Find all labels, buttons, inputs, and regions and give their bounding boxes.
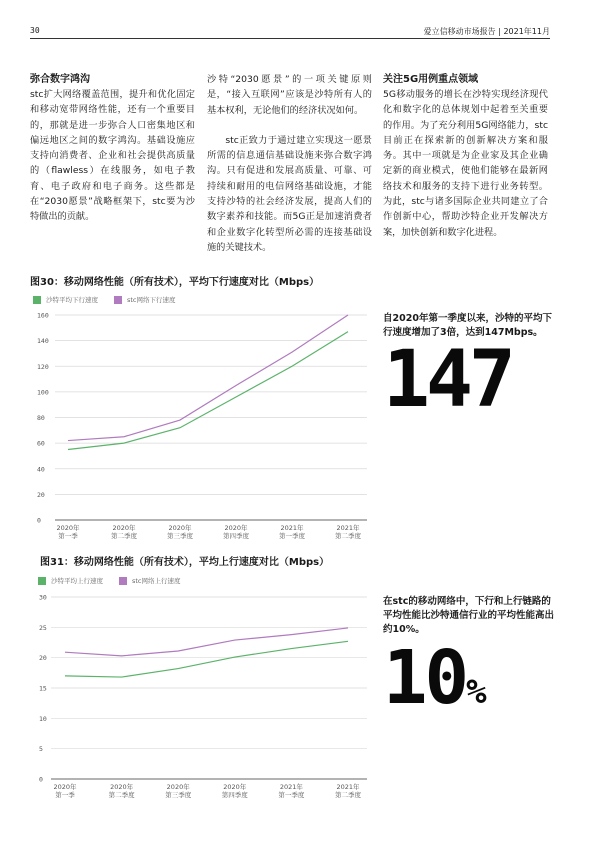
paragraph: stc扩大网络覆盖范围，提升和优化固定和移动宽带网络性能，还有一个重要目的，那就是进一步弥合人口密集地区和偏远地区之间的数字鸿沟。基础设施应支持向消费者、企业和社会提供高质量的（flawless）在线服务，如电子教育、电子政府和电子商务。这些都是在“2030愿景”战略框架下，stc要为沙特做出的贡献。 <box>30 89 195 223</box>
svg-text:0: 0 <box>37 516 41 525</box>
svg-text:第二季度: 第二季度 <box>335 532 361 540</box>
legend-item-saudi: 沙特平均上行速度 <box>38 576 103 585</box>
svg-text:20: 20 <box>39 654 47 663</box>
svg-text:2020年: 2020年 <box>223 783 247 791</box>
svg-text:第一季度: 第一季度 <box>279 532 305 540</box>
svg-text:2020年: 2020年 <box>56 524 80 532</box>
text-column-1 <box>30 72 195 225</box>
svg-text:2020年: 2020年 <box>224 524 248 532</box>
svg-text:2020年: 2020年 <box>166 783 190 791</box>
svg-text:第二季度: 第二季度 <box>335 791 361 799</box>
big-number-10-percent: 10% <box>383 635 487 721</box>
legend-item-saudi: 沙特平均下行速度 <box>33 295 98 304</box>
svg-text:5: 5 <box>39 745 43 754</box>
paragraph: stc正致力于通过建立实现这一愿景所需的信息通信基础设施来弥合数字鸿沟。只有促进和发展高质量、可靠、可持续和耐用的电信网络基础设施，才能支持沙特的社会经济发展，提高人们的数字素养和技能。而5G正是加速消费者和企业数字化转型所必需的连接基础设施的关键技术。 <box>207 134 372 253</box>
svg-text:第一季: 第一季 <box>58 532 78 540</box>
svg-text:15: 15 <box>39 684 47 693</box>
text-column-2 <box>207 72 372 255</box>
percent-sign: % <box>466 672 487 712</box>
svg-text:第一季度: 第一季度 <box>278 791 305 799</box>
svg-text:120: 120 <box>37 362 49 371</box>
svg-text:30: 30 <box>39 593 47 602</box>
figure-30-chart <box>25 305 370 545</box>
figure-31-chart <box>25 588 370 808</box>
paragraph: 5G移动服务的增长在沙特实现经济现代化和数字化的总体规划中起着至关重要的作用。为了充分利用5G网络能力，stc目前正在探索新的创新解决方案和服务。其中一项就是为企业家及其企业确定新的商业模式，使他们能够在最新网络技术和服务的支持下进行业务转型。为此，stc与诸多国际企业共同建立了合作创新中心，帮助沙特企业开发解决方案，加快创新和数字化进程。 <box>383 89 548 238</box>
svg-text:第二季度: 第二季度 <box>108 791 135 799</box>
legend-item-stc: stc网络上行速度 <box>119 576 181 585</box>
svg-text:2021年: 2021年 <box>280 524 304 532</box>
legend-swatch-purple <box>114 296 122 304</box>
svg-text:140: 140 <box>37 337 49 346</box>
figure-31-callout: 在stc的移动网络中，下行和上行链路的平均性能比沙特通信行业的平均性能高出约10%。 <box>383 596 555 635</box>
section-heading: 弥合数字鸿沟 <box>30 74 90 85</box>
legend-item-stc: stc网络下行速度 <box>114 295 176 304</box>
svg-text:2020年: 2020年 <box>110 783 134 791</box>
svg-text:第四季度: 第四季度 <box>223 532 249 540</box>
svg-text:20: 20 <box>37 490 45 499</box>
svg-text:10: 10 <box>39 714 47 723</box>
svg-text:40: 40 <box>37 465 45 474</box>
svg-text:2021年: 2021年 <box>336 524 360 532</box>
svg-text:160: 160 <box>37 311 49 320</box>
svg-text:2020年: 2020年 <box>112 524 136 532</box>
svg-text:第四季度: 第四季度 <box>221 791 248 799</box>
page-header <box>30 22 550 39</box>
svg-text:2020年: 2020年 <box>168 524 192 532</box>
big-number-147: 147 <box>383 335 512 425</box>
svg-text:100: 100 <box>37 388 49 397</box>
section-heading: 关注5G用例重点领域 <box>383 74 479 85</box>
figure-31-legend <box>38 576 181 585</box>
svg-text:第一季: 第一季 <box>55 791 75 799</box>
svg-text:60: 60 <box>37 439 45 448</box>
svg-text:80: 80 <box>37 414 45 422</box>
legend-swatch-purple <box>119 577 127 585</box>
paragraph: 沙特“2030愿景”的一项关键原则是，“接入互联网”应该是沙特所有人的基本权利，无论他们的经济状况如何。 <box>207 74 372 116</box>
svg-text:第三季度: 第三季度 <box>165 791 192 799</box>
svg-text:第三季度: 第三季度 <box>167 532 193 540</box>
report-title: 爱立信移动市场报告 | 2021年11月 <box>423 27 550 36</box>
svg-text:第二季度: 第二季度 <box>111 532 137 540</box>
page-number: 30 <box>30 26 40 35</box>
svg-text:2021年: 2021年 <box>279 783 303 791</box>
svg-text:25: 25 <box>39 623 47 632</box>
svg-text:2020年: 2020年 <box>53 783 77 791</box>
svg-text:0: 0 <box>39 775 43 784</box>
figure-30-title: 图30：移动网络性能（所有技术），平均下行速度对比（Mbps） <box>30 277 320 288</box>
figure-30-callout: 自2020年第一季度以来，沙特的平均下行速度增加了3倍，达到147Mbps。 <box>383 313 552 338</box>
svg-text:2021年: 2021年 <box>336 783 360 791</box>
figure-31-title: 图31：移动网络性能（所有技术），平均上行速度对比（Mbps） <box>40 557 330 568</box>
legend-swatch-green <box>38 577 46 585</box>
figure-30-legend <box>33 295 176 304</box>
legend-swatch-green <box>33 296 41 304</box>
text-column-3 <box>383 72 548 240</box>
